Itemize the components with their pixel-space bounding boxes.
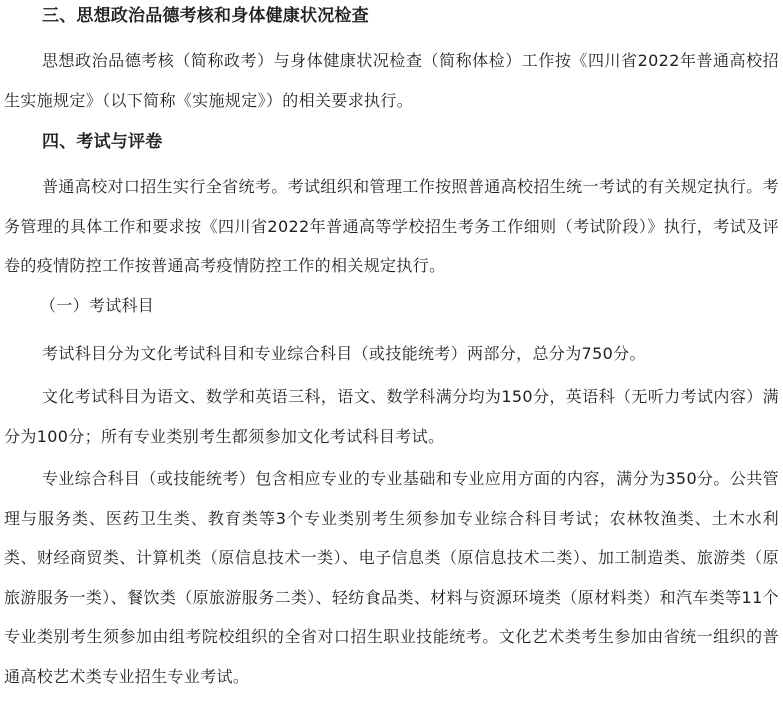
paragraph-cultural-subjects: 文化考试科目为语文、数学和英语三科，语文、数学科满分均为150分，英语科（无听力考试内容）满分为100分；所有专业类别考生都须参加文化考试科目考试。 bbox=[4, 387, 779, 446]
paragraph-total-score: 考试科目分为文化考试科目和专业综合科目（或技能统考）两部分，总分为750分。 bbox=[42, 344, 646, 363]
paragraph-exam-organization: 普通高校对口招生实行全省统考。考试组织和管理工作按照普通高校招生统一考试的有关规定执行。考务管理的具体工作和要求按《四川省2022年普通高等学校招生考务工作细则（考试阶段）》执行，考试及评卷的疫情防控工作按普通高考疫情防控工作的相关规定执行。 bbox=[4, 177, 779, 275]
section-heading-4: 四、考试与评卷 bbox=[42, 132, 163, 152]
paragraph-professional-subjects: 专业综合科目（或技能统考）包含相应专业的专业基础和专业应用方面的内容，满分为350分。公共管理与服务类、医药卫生类、教育类等3个专业类别考生须参加专业综合科目考试；农林牧渔类、土木水利类、财经商贸类、计算机类（原信息技术一类）、电子信息类（原信息技术二类）、加工制造类、旅游类（原旅游服务一类）、餐饮类（原旅游服务二类）、轻纺食品类、材料与资源环境类（原材料类）和汽车类等11个专业类别考生须参加由组考院校组织的全省对口招生职业技能统考。文化艺术类考生参加由省统一组织的普通高校艺术类专业招生专业考试。 bbox=[4, 469, 779, 686]
paragraph-political-and-health-check: 思想政治品德考核（简称政考）与身体健康状况检查（简称体检）工作按《四川省2022年普通高校招生实施规定》（以下简称《实施规定》）的相关要求执行。 bbox=[4, 51, 779, 110]
section-heading-3: 三、思想政治品德考核和身体健康状况检查 bbox=[42, 6, 369, 26]
subsection-heading-exam-subjects: （一）考试科目 bbox=[40, 296, 155, 315]
